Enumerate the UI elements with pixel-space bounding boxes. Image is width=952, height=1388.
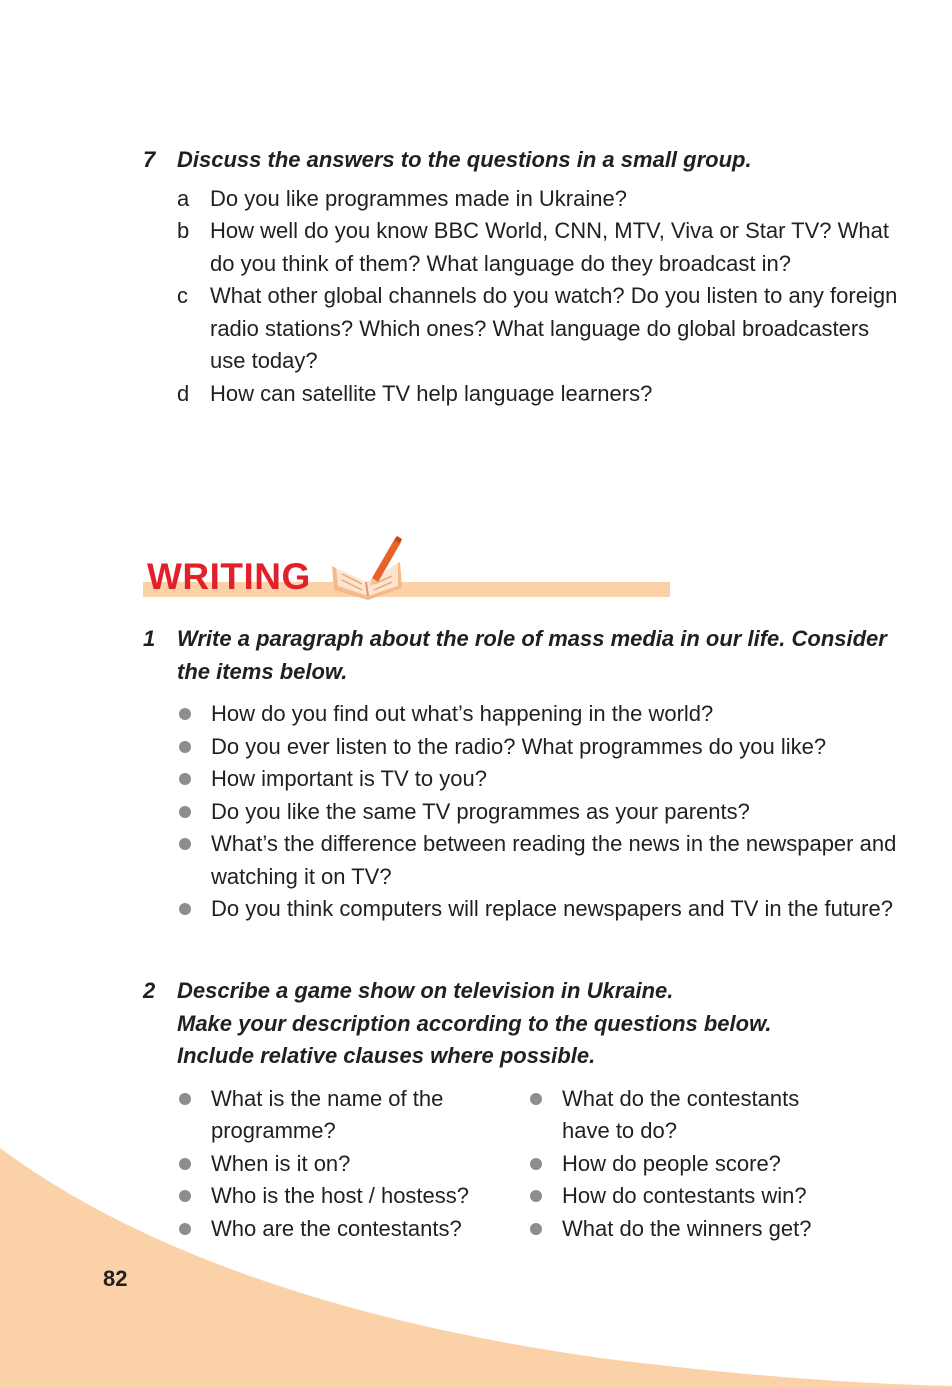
- task-title: Discuss the answers to the questions in a small group.: [177, 147, 752, 172]
- writing-task-2: [143, 975, 903, 1245]
- task-7: [143, 144, 903, 410]
- bullet-icon: [143, 763, 211, 796]
- list-item: [143, 731, 903, 764]
- item-letter: c: [177, 283, 188, 308]
- two-column-list: [143, 1083, 903, 1246]
- bullet-icon: [143, 796, 211, 829]
- list-item: [528, 1148, 858, 1181]
- bullet-icon: [143, 698, 211, 731]
- bullet-icon: [528, 1148, 562, 1181]
- item-text: What is the name of the programme?: [211, 1085, 444, 1143]
- list-item: [143, 1148, 528, 1181]
- item-text: How do people score?: [562, 1150, 781, 1176]
- item-text: What do the winners get?: [562, 1215, 812, 1241]
- task-title: Write a paragraph about the role of mass media in our life. Consider the items below.: [177, 626, 887, 684]
- item-text: Who is the host / hostess?: [211, 1183, 470, 1208]
- item-text: What other global channels do you watch? Do you listen to any foreign radio stations? Which ones? What language do global broadcasters use today?: [210, 283, 898, 373]
- item-text: How important is TV to you?: [211, 766, 487, 791]
- bullet-icon: [143, 828, 211, 893]
- item-text: What’s the difference between reading the news in the newspaper and watching it on TV?: [211, 831, 897, 889]
- bullet-list: [143, 698, 903, 926]
- bullet-icon: [528, 1213, 562, 1246]
- list-item: [143, 763, 903, 796]
- task-number: 1: [143, 626, 156, 651]
- list-item: [143, 828, 903, 893]
- list-item: [143, 1083, 528, 1148]
- task-2-heading: [143, 975, 903, 1073]
- item-text: How well do you know BBC World, CNN, MTV, Viva or Star TV? What do you think of them? What language do they broadcast in?: [210, 218, 889, 276]
- bullet-icon: [528, 1180, 562, 1213]
- item-letter: a: [177, 185, 190, 211]
- item-letter: b: [177, 218, 190, 243]
- item-text: How do you find out what’s happening in the world?: [211, 701, 714, 726]
- item-text: Do you ever listen to the radio? What programmes do you like?: [211, 733, 827, 759]
- bullet-icon: [143, 1148, 211, 1181]
- list-item: [143, 796, 903, 829]
- writing-task-1: [143, 623, 903, 926]
- list-item: [143, 215, 903, 280]
- bullet-list-left: [143, 1083, 528, 1246]
- list-item: [143, 1213, 528, 1246]
- list-item: [143, 280, 903, 378]
- item-text: How can satellite TV help language learners?: [210, 380, 653, 406]
- question-list: [143, 183, 903, 411]
- bullet-icon: [143, 1083, 211, 1148]
- bullet-icon: [143, 1180, 211, 1213]
- list-item: [143, 698, 903, 731]
- title-line: Describe a game show on television in Ukraine.: [177, 978, 674, 1003]
- bullet-list-right: [528, 1083, 858, 1246]
- task-number: 2: [143, 978, 156, 1003]
- task-number: 7: [143, 147, 156, 172]
- list-item: [143, 893, 903, 926]
- item-text: What do the contestants have to do?: [562, 1085, 800, 1143]
- title-line: Make your description according to the questions below.: [177, 1010, 772, 1036]
- title-line: Include relative clauses where possible.: [177, 1043, 596, 1068]
- task-7-heading: [143, 144, 903, 177]
- bullet-icon: [143, 1213, 211, 1246]
- list-item: [528, 1180, 858, 1213]
- page-number: 82: [103, 1266, 128, 1291]
- bullet-icon: [528, 1083, 562, 1148]
- list-item: [143, 183, 903, 216]
- item-letter: d: [177, 380, 190, 406]
- task-1-heading: [143, 623, 903, 688]
- item-text: Do you like the same TV programmes as your parents?: [211, 798, 750, 824]
- section-heading-writing: WRITING: [147, 556, 311, 597]
- list-item: [143, 378, 903, 411]
- item-text: Do you think computers will replace newspapers and TV in the future?: [211, 896, 893, 921]
- item-text: Who are the contestants?: [211, 1215, 462, 1241]
- list-item: [528, 1213, 858, 1246]
- list-item: [528, 1083, 858, 1148]
- task-title: [177, 975, 903, 1073]
- pencil-and-notebook-icon: [328, 536, 406, 602]
- bullet-icon: [143, 893, 211, 926]
- item-text: When is it on?: [211, 1150, 351, 1176]
- item-text: Do you like programmes made in Ukraine?: [210, 185, 627, 211]
- item-text: How do contestants win?: [562, 1183, 807, 1208]
- bullet-icon: [143, 731, 211, 764]
- list-item: [143, 1180, 528, 1213]
